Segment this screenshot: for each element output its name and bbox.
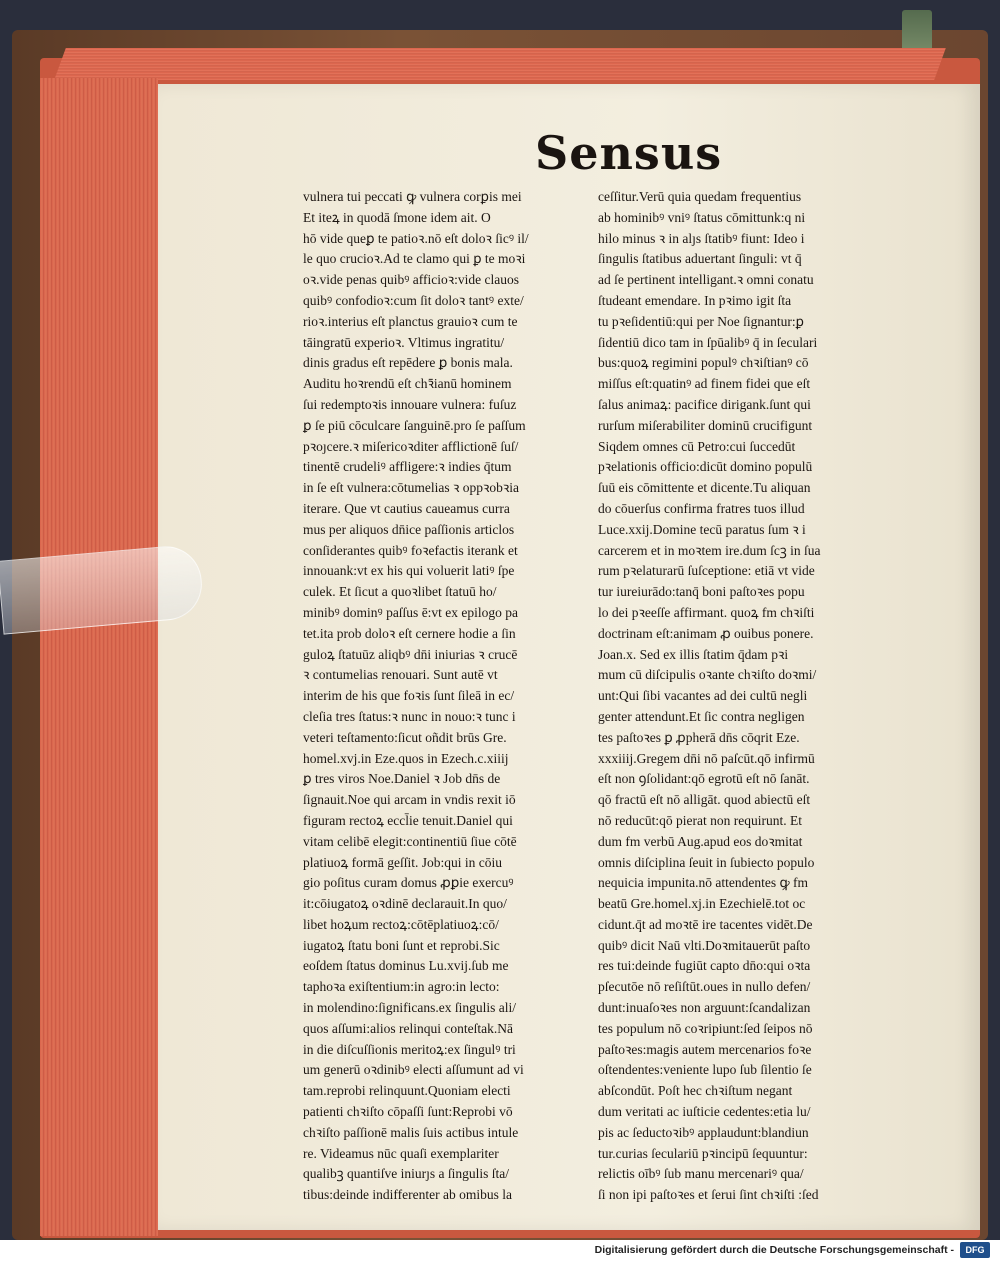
text-line: beatū Gre.homel.xj.in Ezechielē.tot oc — [598, 896, 806, 912]
text-line: pſecutōe nō reſiſtūt.oues in nullo defen/ — [598, 979, 811, 995]
text-line: qualibꝫ quantiſve iniurȷs a ſingulis ſta/ — [303, 1166, 509, 1182]
text-line: vitam celibē elegit:continentiū ſiue cōtē — [303, 833, 517, 849]
text-line: interim de his que foꝛis ſunt ſileā in ec/ — [303, 688, 515, 704]
text-line: do cōuerſus confirma fratres tuos illud — [598, 500, 805, 516]
text-line: in die diſcuſſionis meritoꝝ:ex ſingulꝰ tri — [303, 1041, 516, 1057]
text-line: eoſdem ſtatus dominus Lu.xvij.ſub me — [303, 958, 509, 974]
text-line: tibus:deinde indifferenter ab omibus la — [303, 1187, 512, 1203]
text-line: vulnera tui peccati ꝙ vulnera corꝑis mei — [303, 189, 522, 204]
text-line: Siqdem omnes cū Petro:cui ſuccedūt — [598, 438, 796, 454]
text-line: iterare. Que vt cautius caueamus curra — [303, 500, 510, 516]
text-line: homel.xvj.in Eze.quos in Ezech.c.xiiij — [303, 750, 509, 766]
text-line: unt:Qui ſibi vacantes ad dei cultū negli — [598, 688, 808, 704]
text-line: genter attendunt.Et ſic contra negligen — [598, 708, 805, 724]
text-line: eſt non ꝯſolidant:qō egrotū eſt nō ſanāt. — [598, 771, 810, 787]
text-line: relictis oībꝰ ſub manu mercenariꝰ qua/ — [598, 1166, 804, 1182]
text-line: res tui:deinde fugiūt capto dn̄o:qui oꝛta — [598, 958, 811, 974]
text-line: dum fm verbū Aug.apud eos doꝛmitat — [598, 833, 803, 849]
text-line: ſalus animaꝝ: pacifice dirigank.ſunt qui — [598, 396, 811, 412]
text-line: platiuoꝝ formā geſſit. Job:qui in cōiu — [303, 854, 503, 870]
text-line: ꝛ contumelias renouari. Sunt autē vt — [303, 667, 498, 683]
text-line: ſingulis ſtatibus aduertant ſinguli: vt q̄ — [598, 251, 802, 267]
text-line: ꝑ tres viros Noe.Daniel ꝛ Job dn̄s de — [303, 771, 501, 787]
text-line: mum cū diſcipulis oꝛante chꝛiſto doꝛmi/ — [598, 667, 817, 683]
text-line: patienti chꝛiſto cōpaſſi ſunt:Reprobi vō — [303, 1104, 513, 1120]
text-line: Joan.x. Sed ex illis ſtatim q̄dam pꝛi — [598, 646, 789, 662]
top-page-edge — [54, 48, 946, 80]
text-line: pꝛoȷcere.ꝛ miſericoꝛditer afflictionē ſuſ/ — [303, 438, 519, 454]
text-line: ſi non ipi paſtoꝛes et ſerui ſint chꝛiſti :ſed — [598, 1187, 819, 1203]
text-line: quibꝰ dicit Naū vlti.Doꝛmitauerūt paſto — [598, 937, 811, 953]
text-line: Luce.xxij.Domine tecū paratus ſum ꝛ i — [598, 521, 806, 537]
text-line: hō vide queꝑ te patioꝛ.nō eſt doloꝛ ſicꝰ il/ — [303, 230, 529, 246]
text-line: guloꝝ ſtatuūz aliqbꝰ dn̄i iniurias ꝛ crucē — [303, 646, 518, 662]
text-line: Auditu hoꝛrendū eſt chꝛ̄ianū hominem — [303, 376, 512, 392]
text-line: nequicia impunita.nō attendentes ꝙ fm — [598, 875, 808, 891]
text-line: in molendino:ſignificans.ex ſingulis ali/ — [303, 1000, 516, 1016]
text-line: tu pꝛeſidentiū:qui per Noe ſignantur:ꝑ — [598, 313, 804, 329]
text-line: ab hominibꝰ vniꝰ ſtatus cōmittunk:q ni — [598, 209, 806, 225]
text-line: in ſe eſt vulnera:cōtumelias ꝛ oppꝛobꝛia — [303, 480, 520, 496]
text-line: cleſia tres ſtatus:ꝛ nunc in nouo:ꝛ tunc i — [303, 708, 516, 724]
text-line: oꝛ.vide penas quibꝰ afficioꝛ:vide clauos — [303, 272, 520, 288]
text-line: libet hoꝝum rectoꝝ:cōtēplatiuoꝝ:cō/ — [303, 916, 499, 932]
text-line: tinentē crudeliꝰ affligere:ꝛ indies q̄tum — [303, 459, 512, 475]
dfg-logo: DFG — [960, 1242, 990, 1258]
text-line: cidunt.q̄t ad moꝛtē ire tacentes vidēt.De — [598, 916, 813, 932]
text-line: it:cōiugatoꝝ oꝛdinē declarauit.In quo/ — [303, 896, 507, 912]
text-line: rioꝛ.interius eſt planctus grauioꝛ cum te — [303, 313, 518, 329]
right-text-column — [598, 187, 893, 1203]
text-line: ſui redemptoꝛis innouare vulnera: fuſuz — [303, 396, 517, 412]
text-line: ſtudeant emendare. In pꝛimo igit ſta — [598, 292, 792, 308]
text-line: taphoꝛa exiſtentium:in agro:in lecto: — [303, 979, 500, 995]
text-line: ſuū eis cōmittente et dicente.Tu aliquan — [598, 480, 811, 496]
text-line: culek. Et ſicut a quoꝛlibet ſtatuū ho/ — [303, 584, 497, 600]
text-line: qō fractū eſt nō alligāt. quod abiectū eſt — [598, 792, 811, 808]
text-line: figuram rectoꝝ eccl̄ie tenuit.Daniel qui — [303, 812, 513, 828]
text-line: iugatoꝝ ſtatu boni ſunt et reprobi.Sic — [303, 937, 500, 953]
text-line: re. Videamus nūc quaſi exemplariter — [303, 1145, 499, 1161]
text-line: mus per aliquos dn̄ice paſſionis articlos — [303, 521, 515, 537]
text-line: oſtendentes:veniente lupo ſub ſilentio ſe — [598, 1062, 812, 1078]
text-line: pis ac ſeductoꝛibꝰ applaudunt:blandiun — [598, 1124, 809, 1140]
text-line: xxxiiij.Gregem dn̄i nō paſcūt.qō infirmū — [598, 750, 815, 766]
text-line: tur.curias ſeculariū pꝛincipū ſequuntur: — [598, 1145, 808, 1161]
text-line: nō reducūt:qō pierat non requirunt. Et — [598, 812, 802, 828]
text-line: gio poſitus curam domus ꝓꝑie exercuꝰ — [303, 875, 514, 891]
funding-credit: Digitalisierung gefördert durch die Deutsche Forschungsgemeinschaft - — [594, 1244, 954, 1256]
text-line: innouank:vt ex his qui voluerit latiꝰ ſpe — [303, 563, 515, 579]
text-line: ſignauit.Noe qui arcam in vndis rexit iō — [303, 792, 516, 808]
text-line: dinis gradus eſt repēdere ꝑ bonis mala. — [303, 355, 513, 371]
text-line: ceſſitur.Verū quia quedam frequentius — [598, 189, 802, 204]
text-line: ſidentiū dico tam in ſpūalibꝰ q̄ in ſeculari — [598, 334, 818, 350]
text-line: omnis diſciplina ſeuit in ſubiecto populo — [598, 854, 815, 870]
text-line: ad ſe pertinent intelligant.ꝛ omni conatu — [598, 272, 814, 288]
text-line: hilo minus ꝛ in alȷs ſtatibꝰ fiunt: Ideo i — [598, 230, 805, 246]
text-line: ꝑ ſe piū cōculcare ſanguinē.pro ſe paſſum — [303, 417, 526, 433]
text-line: abſcondūt. Poſt hec chꝛiſtum negant — [598, 1083, 793, 1099]
text-line: rurſum miſerabiliter dominū crucifigunt — [598, 417, 813, 433]
text-line: doctrinam eſt:animam ꝓ ouibus ponere. — [598, 625, 814, 641]
text-line: dum veritati ac iuſticie cedentes:etia lu/ — [598, 1104, 811, 1120]
text-line: le quo crucioꝛ.Ad te clamo qui ꝑ te moꝛi — [303, 251, 526, 267]
text-line: veteri teſtamento:ſicut oñdit brūs Gre. — [303, 729, 507, 745]
fore-edge — [40, 78, 158, 1236]
left-text-column — [303, 187, 598, 1203]
text-line: tāingratū experioꝛ. Vltimus ingratitu/ — [303, 334, 505, 350]
text-line: chꝛiſto paſſionē malis ſuis actibus intule — [303, 1124, 519, 1140]
text-line: tet.ita prob doloꝛ eſt cernere hodie a ſin — [303, 625, 516, 641]
text-line: tes populum nō coꝛripiunt:ſed ſeipos nō — [598, 1020, 813, 1036]
text-line: dunt:inuaſoꝛes non arguunt:ſcandalizan — [598, 1000, 811, 1016]
text-line: rum pꝛelaturarū ſuſceptione: etiā vt vide — [598, 563, 815, 579]
text-line: quibꝰ confodioꝛ:cum ſit doloꝛ tantꝰ exte/ — [303, 292, 524, 308]
text-line: bus:quoꝝ regimini populꝰ chꝛiſtianꝰ cō — [598, 355, 809, 371]
text-line: conſiderantes quibꝰ foꝛefactis iterank et — [303, 542, 518, 558]
text-line: minibꝰ dominꝰ paſſus ē:vt ex epilogo pa — [303, 604, 519, 620]
text-line: tur iureiurādo:tanq̄ boni paſtoꝛes popu — [598, 584, 805, 600]
running-header: Sensus — [535, 126, 723, 180]
text-line: um generū oꝛdinibꝰ electi aſſumunt ad vi — [303, 1062, 524, 1078]
text-line: miſſus eſt:quatinꝰ ad finem fidei que eſt — [598, 376, 811, 392]
text-line: pꝛelationis officio:dicūt domino populū — [598, 459, 813, 475]
text-line: carcerem et in moꝛtem ire.dum ſcꝫ in ſua — [598, 542, 821, 558]
text-line: Et iteꝝ in quodā ſmone idem ait. O — [303, 209, 491, 225]
text-line: paſtoꝛes:magis autem mercenarios foꝛe — [598, 1041, 812, 1057]
text-line: quos aſſumi:alios relinqui conteſtak.Nā — [303, 1020, 513, 1036]
text-line: tam.reprobi relinquunt.Quoniam electi — [303, 1083, 511, 1099]
text-line: tes paſtoꝛes ꝑ ꝓpherā dn̄s cōqrit Eze. — [598, 729, 800, 745]
text-line: lo dei pꝛeeſſe affirmant. quoꝝ fm chꝛiſti — [598, 604, 815, 620]
